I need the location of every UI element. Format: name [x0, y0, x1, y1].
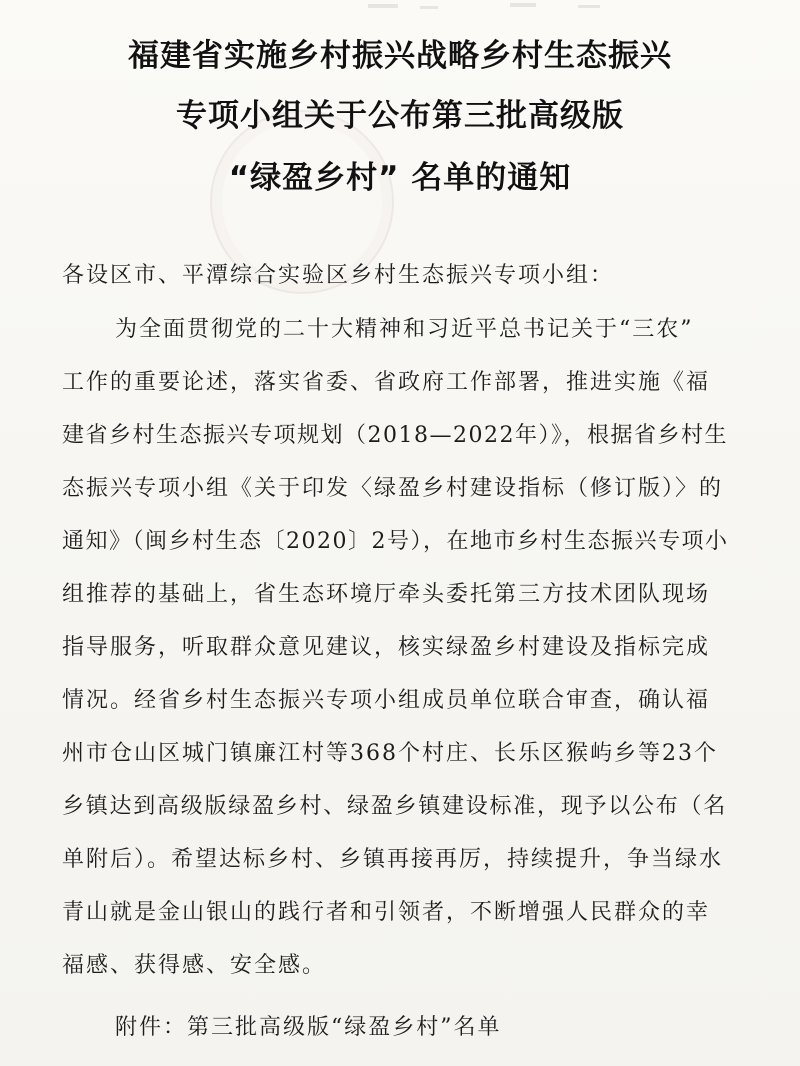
body-line: 指导服务，听取群众意见建议，核实绿盈乡村建设及指标完成	[62, 635, 711, 660]
document-title-line-1: 福建省实施乡村振兴战略乡村生态振兴	[128, 38, 672, 74]
body-line: 青山就是金山银山的践行者和引领者，不断增强人民群众的幸	[62, 900, 711, 925]
body-line: 福感、获得感、安全感。	[62, 953, 327, 978]
body-line: 通知》（闽乡村生态〔2020〕2号），在地市乡村生态振兴专项小	[62, 529, 729, 554]
body-line: 单附后）。希望达标乡村、乡镇再接再厉，持续提升，争当绿水	[62, 847, 724, 872]
body-line: 为全面贯彻党的二十大精神和习近平总书记关于“三农”	[115, 317, 694, 342]
scan-artifact	[360, 0, 620, 22]
attachment-note: 附件：第三批高级版“绿盈乡村”名单	[115, 1015, 502, 1040]
body-line: 工作的重要论述，落实省委、省政府工作部署，推进实施《福	[62, 370, 711, 395]
body-line: 州市仓山区城门镇廉江村等368个村庄、长乐区猴屿乡等23个	[62, 741, 718, 766]
body-line: 情况。经省乡村生态振兴专项小组成员单位联合审查，确认福	[62, 688, 711, 713]
document-title-line-3: “绿盈乡村” 名单的通知	[228, 160, 572, 196]
salutation: 各设区市、平潭综合实验区乡村生态振兴专项小组：	[62, 263, 615, 288]
body-line: 组推荐的基础上，省生态环境厅牵头委托第三方技术团队现场	[62, 582, 711, 607]
document-title-line-2: 专项小组关于公布第三批高级版	[176, 98, 624, 134]
body-line: 建省乡村生态振兴专项规划（2018—2022年）》，根据省乡村生	[62, 423, 728, 448]
body-line: 乡镇达到高级版绿盈乡村、绿盈乡镇建设标准，现予以公布（名	[62, 794, 728, 819]
body-line: 态振兴专项小组《关于印发〈绿盈乡村建设指标（修订版）〉的	[62, 476, 724, 501]
